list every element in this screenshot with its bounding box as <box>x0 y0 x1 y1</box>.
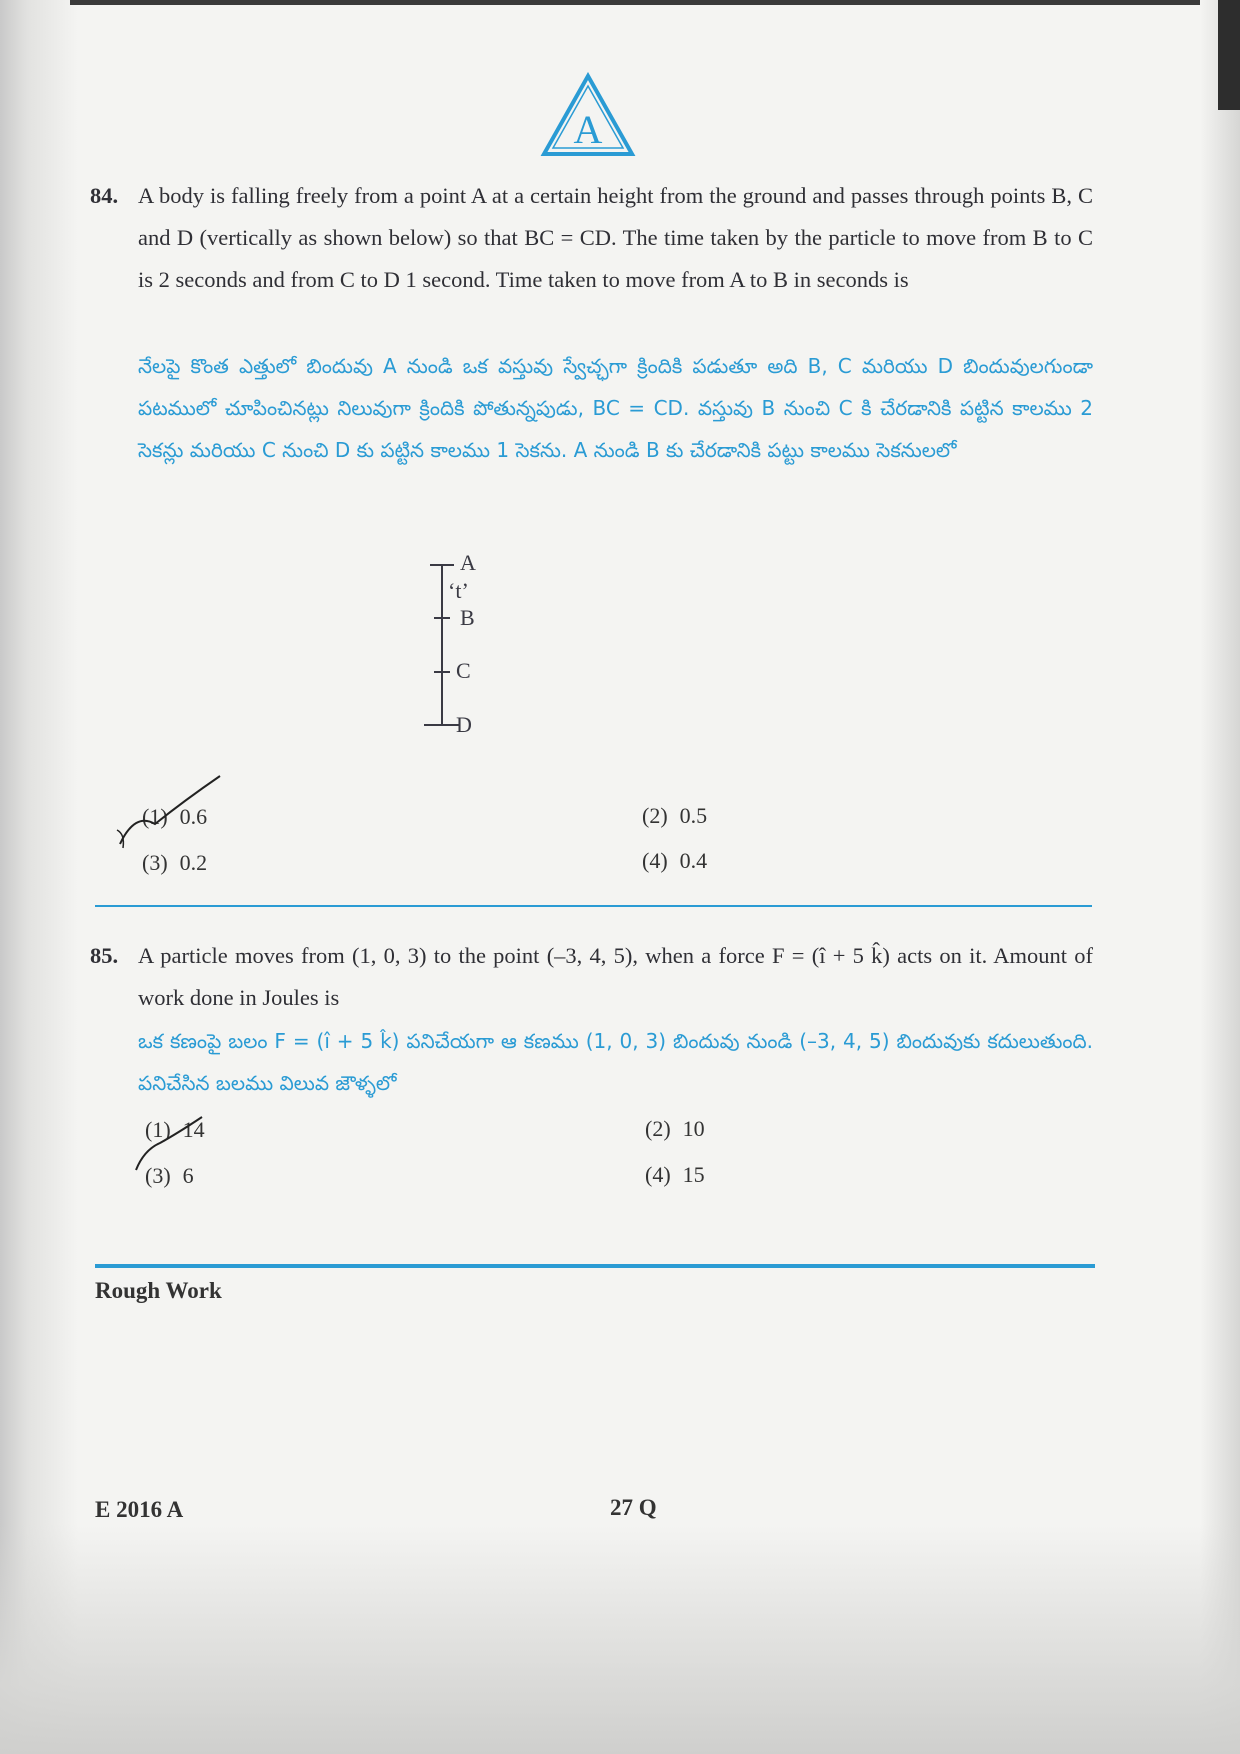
q84-option-4[interactable]: (4) 0.4 <box>642 848 708 873</box>
question-number: 84. <box>90 183 119 208</box>
question-text-telugu: నేలపై కొంత ఎత్తులో బిందువు A నుండి ఒక వస్తువు స్వేచ్ఛగా క్రిందికి పడుతూ అది B, C మరియు D బిందువులగుండా పటములో చూపించినట్లు నిలువుగా క్రిందికి పోతున్నపుడు, BC = CD. వస్తువు B నుంచి C కి చేరడానికి పట్టిన కాలము 2 సెకన్లు మరియు C నుంచి D కు పట్టిన కాలము 1 సెకను. A నుండి B కు చేరడానికి పట్టు కాలము సెకనులలో <box>138 354 1093 462</box>
page-shadow-left <box>0 0 78 1754</box>
series-badge-letter: A <box>573 107 603 152</box>
question-84 <box>90 175 1095 505</box>
fall-diagram <box>420 550 520 740</box>
q85-option-4[interactable]: (4) 15 <box>645 1162 705 1187</box>
question-text-english: A particle moves from (1, 0, 3) to the point (–3, 4, 5), when a force F = (î + 5 k̂) acts on it. Amount of work done in Joules is <box>138 943 1093 1010</box>
q84-option-2[interactable]: (2) 0.5 <box>642 803 708 828</box>
question-separator <box>95 905 1092 907</box>
time-t-label: ‘t’ <box>448 578 469 603</box>
question-text-english: A body is falling freely from a point A at a certain height from the ground and passes through points B, C and D (vertically as shown below) so that BC = CD. The time taken by the particle to move from B to C is 2 seconds and from C to D 1 second. Time taken to move from A to B in seconds is <box>138 183 1093 292</box>
q84-answer-tick-mark-icon <box>115 772 225 852</box>
q84-option-1[interactable]: (1) 0.6 <box>142 804 208 829</box>
q85-option-2[interactable]: (2) 10 <box>645 1116 705 1141</box>
page-shadow-right <box>1200 0 1240 1754</box>
question-85 <box>90 935 1095 1105</box>
q85-option-3[interactable]: (3) 6 <box>145 1163 194 1188</box>
page-top-edge <box>70 0 1200 5</box>
point-b-label: B <box>460 605 475 630</box>
page-shadow-bottom <box>0 1524 1240 1754</box>
point-a-label: A <box>460 550 476 575</box>
rough-work-heading: Rough Work <box>95 1278 222 1303</box>
booklet-code: E 2016 A <box>95 1497 184 1522</box>
q84-option-3[interactable]: (3) 0.2 <box>142 850 208 875</box>
point-d-label: D <box>456 712 472 737</box>
question-number: 85. <box>90 943 119 968</box>
series-badge-triangle-icon <box>540 72 636 158</box>
q85-answer-tick-mark-icon <box>130 1115 210 1175</box>
point-c-label: C <box>456 658 471 683</box>
question-text-telugu: ఒక కణంపై బలం F = (î + 5 k̂) పనిచేయగా ఆ కణము (1, 0, 3) బిందువు నుండి (–3, 4, 5) బిందువుకు కదులుతుంది. పనిచేసిన బలము విలువ జౌళ్ళలో <box>138 1029 1093 1095</box>
rough-work-separator <box>95 1264 1095 1268</box>
page-right-edge <box>1218 0 1240 110</box>
page-number: 27 Q <box>610 1495 657 1520</box>
q85-option-1[interactable]: (1) 14 <box>145 1117 205 1142</box>
